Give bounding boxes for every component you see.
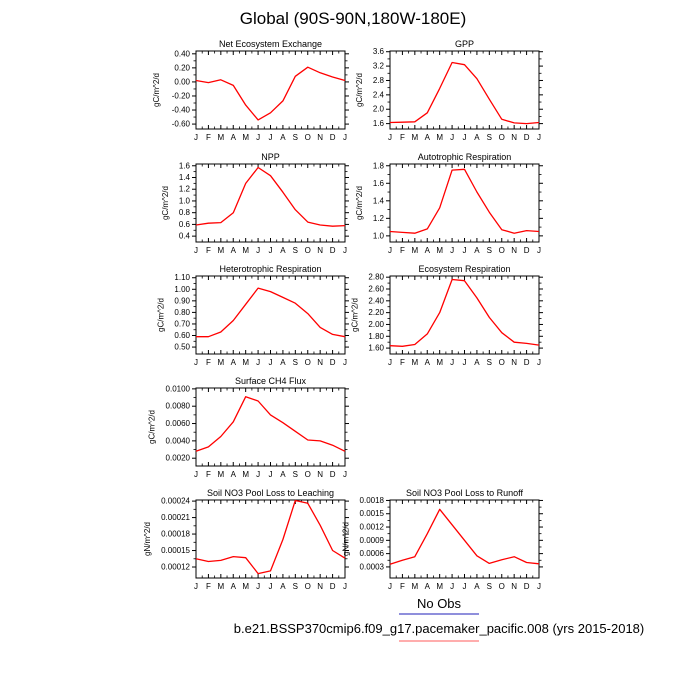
x-tick-label: S xyxy=(486,358,493,367)
x-tick-label: A xyxy=(424,582,430,591)
x-tick-label: J xyxy=(268,246,273,255)
data-line xyxy=(390,280,539,347)
plot-frame xyxy=(390,500,539,578)
x-tick-label: N xyxy=(511,246,518,255)
x-tick-label: J xyxy=(256,582,261,591)
x-tick-label: J xyxy=(256,470,261,479)
y-axis-label: gN/m^2/d xyxy=(341,522,351,556)
y-axis-label: gC/m^2/d xyxy=(355,73,365,107)
y-tick-label: -0.20 xyxy=(171,91,190,101)
plot-frame xyxy=(196,51,345,129)
x-tick-label: O xyxy=(498,358,505,367)
x-tick-label: M xyxy=(217,470,225,479)
y-tick-label: 2.80 xyxy=(368,272,384,282)
x-tick-label: J xyxy=(194,358,198,367)
x-tick-label: D xyxy=(523,246,530,255)
data-line xyxy=(390,63,539,124)
x-tick-label: J xyxy=(462,582,467,591)
x-tick-label: N xyxy=(317,246,324,255)
x-tick-label: J xyxy=(343,133,347,142)
x-tick-label: A xyxy=(280,358,286,367)
x-tick-label: F xyxy=(205,470,211,479)
x-tick-label: N xyxy=(511,358,518,367)
y-tick-label: 0.80 xyxy=(174,307,190,317)
y-tick-label: 0.0018 xyxy=(359,495,384,505)
x-tick-label: M xyxy=(217,582,225,591)
x-tick-label: M xyxy=(436,358,444,367)
y-tick-label: 0.0015 xyxy=(359,509,384,519)
plot-frame xyxy=(196,500,345,578)
chart-surface-ch4-flux xyxy=(147,376,349,479)
y-tick-label: 2.20 xyxy=(368,308,384,318)
x-tick-label: F xyxy=(205,582,211,591)
y-tick-label: 1.0 xyxy=(372,231,384,241)
x-tick-label: J xyxy=(388,133,392,142)
y-axis-label: gC/m^2/d xyxy=(350,298,360,332)
x-tick-label: A xyxy=(230,133,236,142)
y-tick-label: 1.60 xyxy=(368,343,384,353)
y-tick-label: 0.40 xyxy=(174,49,190,59)
chart-ecosystem-respiration xyxy=(351,264,543,367)
x-tick-label: J xyxy=(256,358,261,367)
y-tick-label: 1.2 xyxy=(178,184,190,194)
x-tick-label: S xyxy=(292,358,299,367)
y-tick-label: 2.0 xyxy=(372,104,384,114)
y-axis-label: gC/m^2/d xyxy=(161,186,171,220)
x-tick-label: O xyxy=(304,133,311,142)
x-tick-label: D xyxy=(523,358,530,367)
plot-frame xyxy=(390,164,539,242)
x-tick-label: F xyxy=(399,358,405,367)
y-axis-label: gC/m^2/d xyxy=(147,410,157,444)
y-tick-label: 0.70 xyxy=(174,319,190,329)
y-tick-label: 0.00021 xyxy=(161,513,190,523)
x-tick-label: F xyxy=(399,582,405,591)
y-tick-label: 1.4 xyxy=(178,172,190,182)
y-tick-label: 0.0006 xyxy=(359,549,384,559)
x-tick-label: O xyxy=(304,470,311,479)
x-tick-label: M xyxy=(242,133,250,142)
x-tick-label: J xyxy=(194,582,198,591)
plot-frame xyxy=(196,276,345,354)
y-tick-label: 0.8 xyxy=(178,208,190,218)
x-tick-label: O xyxy=(498,133,505,142)
plot-frame xyxy=(196,388,345,466)
x-tick-label: J xyxy=(462,133,467,142)
x-tick-label: A xyxy=(280,246,286,255)
x-tick-label: J xyxy=(462,358,467,367)
y-tick-label: 0.0009 xyxy=(359,535,384,545)
x-tick-label: A xyxy=(474,358,480,367)
y-tick-label: 0.20 xyxy=(174,63,190,73)
x-tick-label: A xyxy=(280,470,286,479)
chart-title: GPP xyxy=(454,39,475,49)
x-tick-label: J xyxy=(256,246,261,255)
y-tick-label: 0.6 xyxy=(178,219,190,229)
x-tick-label: M xyxy=(217,133,225,142)
x-tick-label: J xyxy=(194,246,198,255)
chart-soil-no3-pool-loss-to-leaching xyxy=(143,488,349,591)
x-tick-label: J xyxy=(194,133,198,142)
y-axis-label: gC/m^2/d xyxy=(152,73,161,107)
plot-frame xyxy=(390,51,539,129)
x-tick-label: J xyxy=(343,246,347,255)
y-axis-label: gC/m^2/d xyxy=(156,298,166,332)
x-tick-label: J xyxy=(268,358,273,367)
chart-net-ecosystem-exchange xyxy=(152,39,349,142)
x-tick-label: A xyxy=(424,133,430,142)
x-tick-label: D xyxy=(329,470,336,479)
x-tick-label: F xyxy=(205,358,211,367)
y-tick-label: 0.0080 xyxy=(165,401,190,411)
x-tick-label: F xyxy=(399,133,405,142)
y-axis-label: gC/m^2/d xyxy=(355,186,365,220)
x-tick-label: N xyxy=(511,582,518,591)
x-tick-label: S xyxy=(292,582,299,591)
x-tick-label: D xyxy=(523,133,530,142)
chart-title: Net Ecosystem Exchange xyxy=(218,39,323,49)
x-tick-label: M xyxy=(217,246,225,255)
x-tick-label: S xyxy=(486,133,493,142)
y-tick-label: 1.8 xyxy=(372,161,384,171)
x-tick-label: J xyxy=(388,246,392,255)
data-line xyxy=(390,169,539,233)
x-tick-label: O xyxy=(304,358,311,367)
y-tick-label: 2.40 xyxy=(368,296,384,306)
x-tick-label: A xyxy=(474,246,480,255)
x-tick-label: N xyxy=(317,470,324,479)
chart-gpp xyxy=(355,39,543,142)
chart-npp xyxy=(161,152,349,255)
y-tick-label: 0.0040 xyxy=(165,436,190,446)
chart-title: NPP xyxy=(261,152,280,162)
y-tick-label: 0.0020 xyxy=(165,453,190,463)
no-obs-legend-line xyxy=(399,613,479,615)
data-line xyxy=(196,501,345,574)
x-tick-label: M xyxy=(242,582,250,591)
x-tick-label: J xyxy=(450,582,455,591)
x-tick-label: A xyxy=(280,582,286,591)
y-tick-label: 1.80 xyxy=(368,331,384,341)
x-tick-label: M xyxy=(411,246,419,255)
data-line xyxy=(196,288,345,337)
y-tick-label: 3.2 xyxy=(372,61,384,71)
x-tick-label: O xyxy=(498,246,505,255)
y-tick-label: 2.4 xyxy=(372,90,384,100)
x-tick-label: J xyxy=(462,246,467,255)
x-tick-label: J xyxy=(450,133,455,142)
y-tick-label: 1.6 xyxy=(372,178,384,188)
data-line xyxy=(196,168,345,227)
x-tick-label: A xyxy=(280,133,286,142)
y-tick-label: 0.00018 xyxy=(161,529,190,539)
case-legend-line xyxy=(399,640,479,642)
x-tick-label: O xyxy=(304,246,311,255)
y-tick-label: 0.0012 xyxy=(359,522,384,532)
y-tick-label: 0.0003 xyxy=(359,562,384,572)
x-tick-label: J xyxy=(537,358,541,367)
chart-heterotrophic-respiration xyxy=(157,264,349,367)
y-tick-label: 1.6 xyxy=(372,119,384,129)
data-line xyxy=(390,509,539,564)
page-title: Global (90S-90N,180W-180E) xyxy=(239,9,467,28)
data-line xyxy=(196,67,345,120)
x-tick-label: M xyxy=(436,133,444,142)
x-tick-label: F xyxy=(399,246,405,255)
x-tick-label: J xyxy=(450,246,455,255)
y-tick-label: 0.00015 xyxy=(161,546,190,556)
x-tick-label: F xyxy=(205,246,211,255)
x-tick-label: J xyxy=(343,358,347,367)
chart-title: Ecosystem Respiration xyxy=(418,264,511,274)
chart-title: Heterotrophic Respiration xyxy=(219,264,322,274)
y-tick-label: 0.50 xyxy=(174,342,190,352)
x-tick-label: M xyxy=(436,246,444,255)
y-tick-label: 1.2 xyxy=(372,213,384,223)
x-tick-label: A xyxy=(230,358,236,367)
y-tick-label: -0.40 xyxy=(171,105,190,115)
x-tick-label: J xyxy=(268,133,273,142)
y-tick-label: 3.6 xyxy=(372,47,384,57)
case-name-caption: b.e21.BSSP370cmip6.f09_g17.pacemaker_pacific.008 (yrs 2015-2018) xyxy=(233,621,645,636)
y-tick-label: 0.0060 xyxy=(165,419,190,429)
y-tick-label: 1.00 xyxy=(174,284,190,294)
x-tick-label: M xyxy=(411,358,419,367)
chart-autotrophic-respiration xyxy=(355,152,543,255)
y-axis-label: gN/m^2/d xyxy=(142,522,152,556)
x-tick-label: J xyxy=(388,358,392,367)
x-tick-label: M xyxy=(242,470,250,479)
chart-title: Soil NO3 Pool Loss to Runoff xyxy=(406,488,523,498)
x-tick-label: O xyxy=(498,582,505,591)
x-tick-label: A xyxy=(474,133,480,142)
x-tick-label: O xyxy=(304,582,311,591)
x-tick-label: D xyxy=(329,358,336,367)
chart-title: Autotrophic Respiration xyxy=(417,152,512,162)
y-tick-label: 0.90 xyxy=(174,296,190,306)
x-tick-label: S xyxy=(486,246,493,255)
y-tick-label: 0.00024 xyxy=(161,496,190,506)
chart-title: Surface CH4 Flux xyxy=(234,376,307,386)
x-tick-label: J xyxy=(194,470,198,479)
x-tick-label: F xyxy=(205,133,211,142)
chart-title: Soil NO3 Pool Loss to Leaching xyxy=(206,488,335,498)
x-tick-label: A xyxy=(474,582,480,591)
x-tick-label: S xyxy=(292,133,299,142)
x-tick-label: D xyxy=(523,582,530,591)
legend-no-obs-label: No Obs xyxy=(416,596,462,611)
x-tick-label: J xyxy=(268,582,273,591)
y-tick-label: 0.00 xyxy=(174,77,190,87)
y-tick-label: 1.0 xyxy=(178,196,190,206)
y-tick-label: 0.60 xyxy=(174,331,190,341)
x-tick-label: A xyxy=(424,358,430,367)
x-tick-label: J xyxy=(343,470,347,479)
x-tick-label: M xyxy=(436,582,444,591)
x-tick-label: S xyxy=(292,246,299,255)
y-tick-label: 1.6 xyxy=(178,161,190,171)
y-tick-label: 1.10 xyxy=(174,273,190,283)
x-tick-label: J xyxy=(537,133,541,142)
x-tick-label: N xyxy=(317,358,324,367)
x-tick-label: M xyxy=(411,582,419,591)
x-tick-label: A xyxy=(230,246,236,255)
x-tick-label: J xyxy=(343,582,347,591)
x-tick-label: D xyxy=(329,246,336,255)
x-tick-label: A xyxy=(230,470,236,479)
x-tick-label: A xyxy=(424,246,430,255)
x-tick-label: J xyxy=(388,582,392,591)
data-line xyxy=(196,397,345,452)
y-tick-label: 2.00 xyxy=(368,319,384,329)
x-tick-label: J xyxy=(256,133,261,142)
x-tick-label: S xyxy=(486,582,493,591)
x-tick-label: J xyxy=(537,246,541,255)
x-tick-label: J xyxy=(268,470,273,479)
x-tick-label: D xyxy=(329,582,336,591)
y-tick-label: -0.60 xyxy=(171,119,190,129)
y-tick-label: 0.0100 xyxy=(165,384,190,394)
x-tick-label: A xyxy=(230,582,236,591)
x-tick-label: N xyxy=(511,133,518,142)
x-tick-label: D xyxy=(329,133,336,142)
x-tick-label: M xyxy=(411,133,419,142)
y-tick-label: 0.00012 xyxy=(161,562,190,572)
y-tick-label: 0.4 xyxy=(178,231,190,241)
y-tick-label: 1.4 xyxy=(372,196,384,206)
x-tick-label: M xyxy=(242,246,250,255)
y-tick-label: 2.60 xyxy=(368,284,384,294)
x-tick-label: J xyxy=(450,358,455,367)
x-tick-label: S xyxy=(292,470,299,479)
x-tick-label: M xyxy=(242,358,250,367)
x-tick-label: M xyxy=(217,358,225,367)
y-tick-label: 2.8 xyxy=(372,75,384,85)
chart-soil-no3-pool-loss-to-runoff xyxy=(341,488,543,591)
x-tick-label: N xyxy=(317,582,324,591)
x-tick-label: N xyxy=(317,133,324,142)
x-tick-label: J xyxy=(537,582,541,591)
